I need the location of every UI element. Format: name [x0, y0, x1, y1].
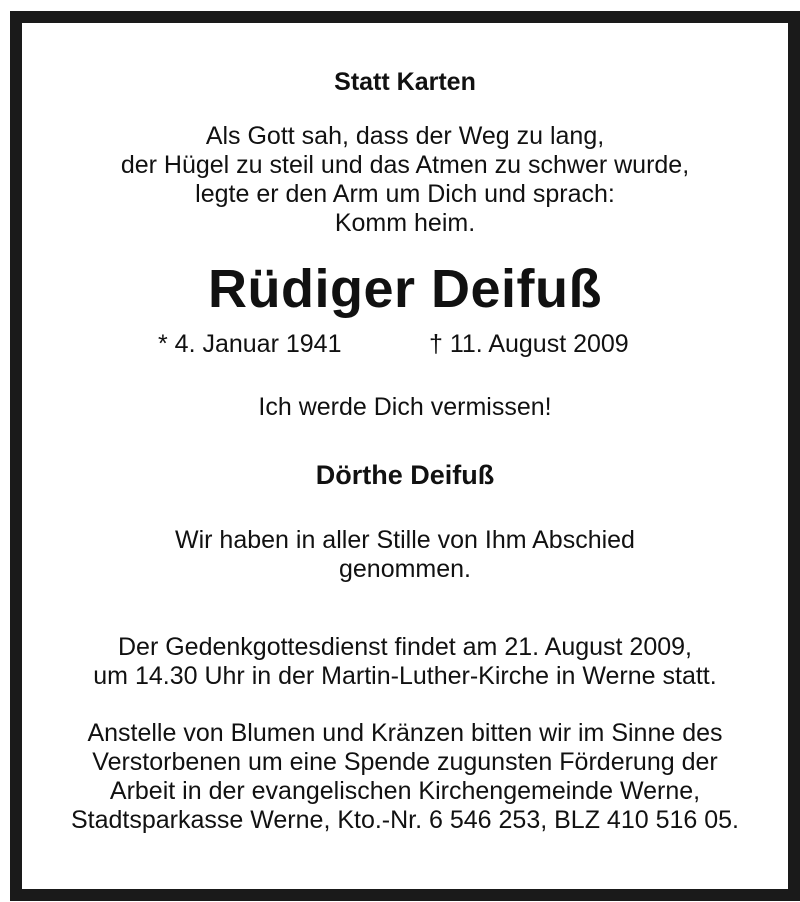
death-date: † 11. August 2009: [429, 330, 629, 358]
obituary-border: [10, 11, 800, 901]
farewell-line: Wir haben in aller Stille von Ihm Abschied: [175, 526, 635, 554]
donation-line: Stadtsparkasse Werne, Kto.-Nr. 6 546 253, BLZ 410 516 05.: [71, 806, 739, 834]
mourner-name: Dörthe Deifuß: [315, 460, 495, 490]
donation-line: Anstelle von Blumen und Kränzen bitten wir im Sinne des: [87, 719, 723, 747]
heading-statt-karten: Statt Karten: [334, 68, 476, 96]
poem-line: legte er den Arm um Dich und sprach:: [195, 180, 615, 208]
farewell-text: [22, 526, 788, 584]
service-line: um 14.30 Uhr in der Martin-Luther-Kirche in Werne statt.: [93, 662, 717, 690]
donation-line: Arbeit in der evangelischen Kirchengemeinde Werne,: [109, 777, 701, 805]
service-line: Der Gedenkgottesdienst findet am 21. August 2009,: [118, 633, 692, 661]
poem: [22, 122, 788, 238]
memorial-service-text: [22, 633, 788, 691]
donation-line: Verstorbenen um eine Spende zugunsten Förderung der: [92, 748, 718, 776]
farewell-line: genommen.: [338, 555, 472, 583]
donation-request-text: [22, 719, 788, 835]
personal-message: Ich werde Dich vermissen!: [258, 393, 552, 421]
poem-line: Als Gott sah, dass der Weg zu lang,: [205, 122, 605, 150]
poem-line: Komm heim.: [334, 209, 476, 237]
deceased-name: Rüdiger Deifuß: [208, 259, 602, 319]
obituary-content: [22, 23, 788, 889]
poem-line: der Hügel zu steil und das Atmen zu schwer wurde,: [120, 151, 690, 179]
birth-date: * 4. Januar 1941: [158, 330, 342, 358]
